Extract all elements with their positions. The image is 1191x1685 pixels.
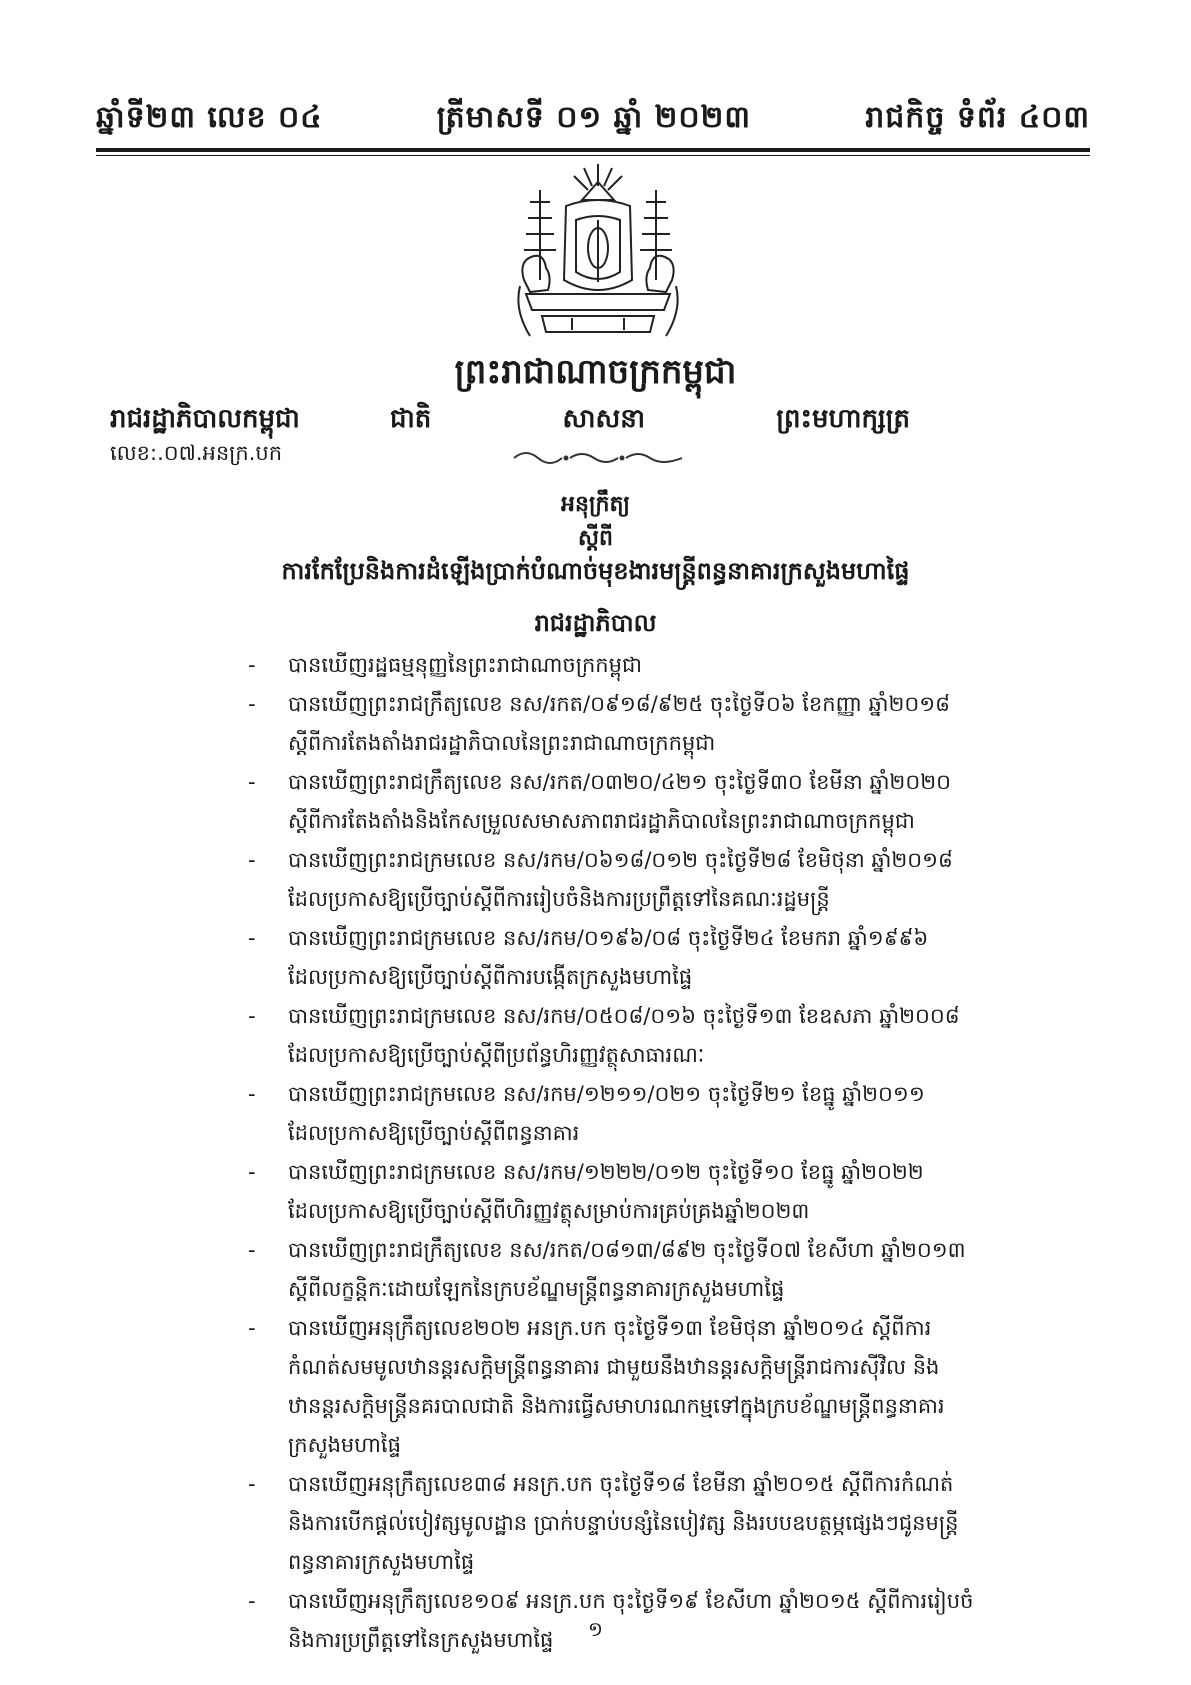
clause-item (270, 1231, 1040, 1309)
clause-line: ស្តីពីការតែងតាំងរាជរដ្ឋាភិបាលនៃព្រះរាជាណាចក្រកម្ពុជា (288, 731, 716, 755)
motto-king: ព្រះមហាក្សត្រ (776, 404, 910, 434)
clause-item (270, 841, 1040, 919)
clause-line: ដែលប្រកាសឱ្យប្រើច្បាប់ស្តីពីហិរញ្ញវត្ថុសម្រាប់ការគ្រប់គ្រងឆ្នាំ២០២៣ (288, 1199, 810, 1223)
clause-line: - បានឃើញអនុក្រឹត្យលេខ៣៨ អនក្រ.បក ចុះថ្ងៃទី១៨ ខែមីនា ឆ្នាំ២០១៥ ស្តីពីការកំណត់ (288, 1472, 954, 1496)
clause-item (270, 997, 1040, 1075)
clause-line: ស្តីពីលក្ខន្តិកៈដោយឡែកនៃក្របខ័ណ្ឌមន្ត្រីពន្ធនាគារក្រសួងមហាផ្ទៃ (288, 1277, 785, 1301)
gazette-issue: ឆ្នាំទី២៣ លេខ ០៤ (96, 100, 323, 135)
clause-line: - បានឃើញអនុក្រឹត្យលេខ១០៩ អនក្រ.បក ចុះថ្ងៃទី១៩ ខែសីហា ឆ្នាំ២០១៥ ស្តីពីការរៀបចំ (288, 1589, 974, 1613)
clause-item (270, 685, 1040, 763)
clause-line: ពន្ធនាគារក្រសួងមហាផ្ទៃ (288, 1550, 475, 1574)
decree-subject: ការកែប្រែនិងការដំឡើងប្រាក់បំណាច់មុខងារមន្ត្រីពន្ធនាគារក្រសួងមហាផ្ទៃ (281, 557, 910, 585)
decree-about: ស្តីពី (578, 526, 613, 551)
gazette-page-ref: រាជកិច្ច ទំព័រ ៤០៣ (865, 100, 1090, 135)
clause-line: ក្រសួងមហាផ្ទៃ (288, 1433, 401, 1457)
clause-line: - បានឃើញរដ្ឋធម្មនុញ្ញនៃព្រះរាជាណាចក្រកម្ពុជា (288, 653, 642, 677)
royal-coat-of-arms-icon (500, 160, 696, 350)
ornament-divider-icon (508, 446, 688, 468)
clause-line: ដែលប្រកាសឱ្យប្រើច្បាប់ស្តីពីប្រព័ន្ធហិរញ្ញវត្ថុសាធារណៈ (288, 1043, 705, 1067)
clause-line: ដែលប្រកាសឱ្យប្រើច្បាប់ស្តីពីការរៀបចំនិងការប្រព្រឹត្តទៅនៃគណៈរដ្ឋមន្ត្រី (288, 887, 830, 911)
header-rule-thick (96, 148, 1090, 152)
clause-line: និងការបើកផ្តល់បៀវត្សមូលដ្ឋាន ប្រាក់បន្ទាប់បន្សំនៃបៀវត្ស និងរបបឧបត្ថម្ភផ្សេងៗជូនមន្ត្រី (288, 1511, 959, 1535)
clause-item (270, 646, 1040, 685)
clause-item (270, 1075, 1040, 1153)
gazette-header (96, 82, 1090, 142)
page-number: ១ (587, 1617, 604, 1641)
clause-line: - បានឃើញព្រះរាជក្រមលេខ នស/រកម/០៥០៨/០១៦ ចុះថ្ងៃទី១៣ ខែឧសភា ឆ្នាំ២០០៨ (288, 1004, 960, 1028)
decree-type: អនុក្រឹត្យ (561, 492, 630, 517)
clause-line: - បានឃើញព្រះរាជក្រមលេខ នស/រកម/១២១១/០២១ ចុះថ្ងៃទី២១ ខែធ្នូ ឆ្នាំ២០១១ (288, 1082, 925, 1106)
clause-line: - បានឃើញព្រះរាជក្រឹត្យលេខ នស/រកត/០៩១៨/៩២៥ ចុះថ្ងៃទី០៦ ខែកញ្ញា ឆ្នាំ២០១៨ (288, 692, 951, 716)
clause-line: ដែលប្រកាសឱ្យប្រើច្បាប់ស្តីពីការបង្កើតក្រសួងមហាផ្ទៃ (288, 965, 693, 989)
clause-line: - បានឃើញអនុក្រឹត្យលេខ២០២ អនក្រ.បក ចុះថ្ងៃទី១៣ ខែមិថុនា ឆ្នាំ២០១៤ ស្តីពីការ (288, 1316, 932, 1340)
issuing-government: រាជរដ្ឋាភិបាលកម្ពុជា (110, 404, 300, 434)
clause-line: - បានឃើញព្រះរាជក្រឹត្យលេខ នស/រកត/០៣២០/៤២១ ចុះថ្ងៃទី៣០ ខែមីនា ឆ្នាំ២០២០ (288, 770, 951, 794)
government-heading: រាជរដ្ឋាភិបាល (534, 609, 657, 637)
gazette-quarter: ត្រីមាសទី ០១ ឆ្នាំ ២០២៣ (436, 100, 751, 135)
clause-line: ដែលប្រកាសឱ្យប្រើច្បាប់ស្តីពីពន្ធនាគារ (288, 1121, 580, 1145)
national-motto (390, 402, 910, 440)
decree-heading (0, 488, 1191, 556)
clause-line: - បានឃើញព្រះរាជក្រមលេខ នស/រកម/០១៩៦/០៨ ចុះថ្ងៃទី២៤ ខែមករា ឆ្នាំ១៩៩៦ (288, 926, 929, 950)
clause-line: ស្តីពីការតែងតាំងនិងកែសម្រួលសមាសភាពរាជរដ្ឋាភិបាលនៃព្រះរាជាណាចក្រកម្ពុជា (288, 809, 915, 833)
clause-item (270, 763, 1040, 841)
kingdom-title: ព្រះរាជាណាចក្រកម្ពុជា (454, 352, 737, 392)
clause-item (270, 1465, 1040, 1582)
clause-item (270, 919, 1040, 997)
clause-line: និងការប្រព្រឹត្តទៅនៃក្រសួងមហាផ្ទៃ (288, 1628, 554, 1652)
document-number: លេខ:.០៧.អនក្រ.បក (110, 441, 283, 465)
clause-line: កំណត់សមមូលឋានន្តរសក្តិមន្ត្រីពន្ធនាគារ ជាមួយនឹងឋានន្តរសក្តិមន្ត្រីរាជការស៊ីវិល និង (288, 1355, 940, 1379)
clause-item (270, 1309, 1040, 1465)
clause-item (270, 1153, 1040, 1231)
clause-line: - បានឃើញព្រះរាជក្រមលេខ នស/រកម/១២២២/០១២ ចុះថ្ងៃទី១០ ខែធ្នូ ឆ្នាំ២០២២ (288, 1160, 924, 1184)
motto-religion: សាសនា (562, 404, 646, 434)
motto-nation: ជាតិ (390, 404, 432, 434)
clause-line: ឋានន្តរសក្តិមន្ត្រីនគរបាលជាតិ និងការធ្វើសមាហរណកម្មទៅក្នុងក្របខ័ណ្ឌមន្ត្រីពន្ធនាគារ (288, 1394, 945, 1418)
header-rule-thin (96, 155, 1090, 156)
considerations-list (270, 646, 1040, 1660)
clause-line: - បានឃើញព្រះរាជក្រឹត្យលេខ នស/រកត/០៨១៣/៨៩២ ចុះថ្ងៃទី០៧ ខែសីហា ឆ្នាំ២០១៣ (288, 1238, 966, 1262)
clause-line: - បានឃើញព្រះរាជក្រមលេខ នស/រកម/០៦១៨/០១២ ចុះថ្ងៃទី២៨ ខែមិថុនា ឆ្នាំ២០១៨ (288, 848, 953, 872)
